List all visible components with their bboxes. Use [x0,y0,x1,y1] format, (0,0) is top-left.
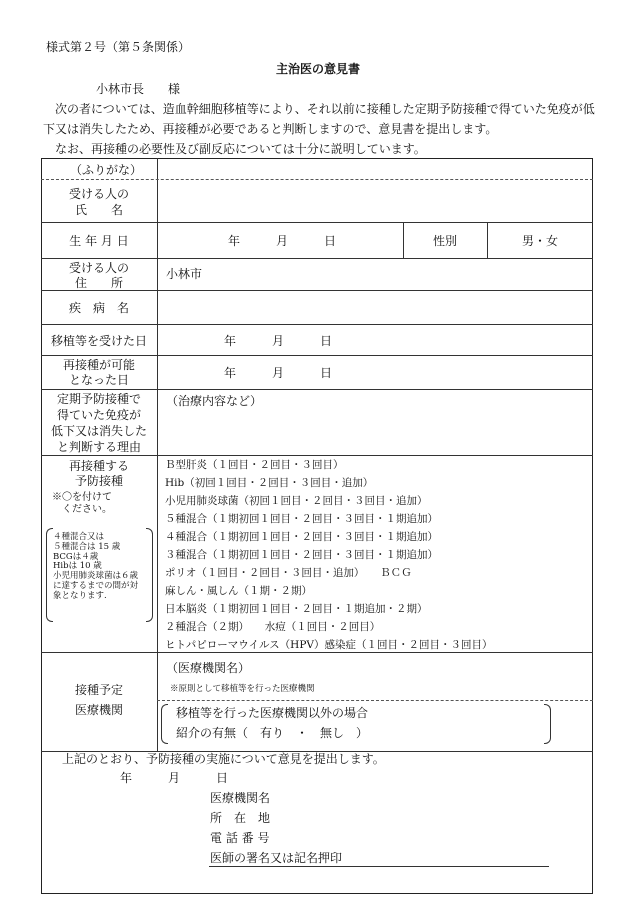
vaccine-label: 再接種する 予防接種 [68,459,129,488]
address-label: 受ける人の 住 所 [68,261,129,290]
vaccine-option[interactable]: ４種混合（１期初回１回目・２回目・３回目・１期追加） [165,531,438,543]
signature-underline [209,866,549,867]
sex-field[interactable]: 男・女 [521,234,558,248]
intro-line-1: 次の者については、造血幹細胞移植等により、それ以前に接種した定期予防接種で得ていた免疫が低 [55,102,595,116]
referral-field[interactable]: 紹介の有無（ 有り ・ 無し ） [176,726,369,740]
document-title: 主治医の意見書 [276,62,361,76]
vaccine-option[interactable]: 小児用肺炎球菌（初回１回目・２回目・３回目・追加） [165,495,428,507]
addressee: 小林市長 様 [96,82,181,96]
vaccine-option[interactable]: ポリオ（１回目・２回目・３回目・追加） ＢＣＧ [165,567,412,579]
vaccine-option[interactable]: 日本脳炎（１期初回１回目・２回目・１期追加・２期） [165,603,428,615]
left-bracket [46,528,53,622]
other-clinic-right-bracket [544,704,551,744]
other-clinic-label: 移植等を行った医療機関以外の場合 [176,706,369,720]
revax-date-label: 再接種が可能 となった日 [62,358,135,387]
sex-label: 性別 [432,234,457,248]
vaccine-option[interactable]: Ｂ型肝炎（１回目・２回目・３回目） [165,459,344,471]
doctor-signature[interactable]: 医師の署名又は記名押印 [210,851,343,865]
clinic-name-field[interactable]: （医療機関名） [166,661,251,675]
reason-label: 定期予防接種で 得ていた免疫が 低下又は消失した と判断する理由 [50,392,147,454]
clinic-label: 接種予定 医療機関 [74,683,123,717]
closing-statement: 上記のとおり、予防接種の実施について意見を提出します。 [62,752,385,766]
birth-date-field[interactable]: 年 月 日 [228,234,337,248]
revax-date-field[interactable]: 年 月 日 [224,366,333,380]
right-bracket [146,528,153,622]
vaccine-option[interactable]: ３種混合（１期初回１回目・２回目・３回目・１期追加） [165,549,438,561]
birth-label: 生 年 月 日 [69,234,129,248]
address-field[interactable]: 小林市 [166,267,203,281]
disease-label: 疾 病 名 [68,301,129,315]
vaccine-option[interactable]: ５種混合（１期初回１回目・２回目・３回目・１期追加） [165,513,438,525]
furigana-divider [41,179,593,180]
phone-sign[interactable]: 電 話 番 号 [210,831,270,845]
furigana-label: （ふりがな） [70,163,143,177]
transplant-date-field[interactable]: 年 月 日 [224,334,333,348]
intro-line-3: なお、再接種の必要性及び副反応については十分に説明しています。 [55,142,426,156]
name-field[interactable] [158,182,592,220]
reason-field[interactable]: （治療内容など） [166,394,263,408]
form-number: 様式第２号（第５条関係） [46,40,191,54]
vaccine-option[interactable]: ２種混合（２期） 水痘（１回目・２回目） [165,621,381,633]
closing-date-field[interactable]: 年 月 日 [120,771,229,785]
furigana-field[interactable] [157,162,593,178]
vaccine-option[interactable]: ヒトパピローマウイルス（HPV）感染症（１回目・２回目・３回目） [165,639,493,651]
vaccine-option[interactable]: 麻しん・風しん（１期・２期） [165,585,312,597]
disease-field[interactable] [158,292,592,322]
clinic-name-sign[interactable]: 医療機関名 [210,791,271,805]
vaccine-note: ※〇を付けて ください。 [52,492,112,515]
clinic-note: ※原則として移植等を行った医療機関 [170,684,315,694]
age-notes: ４種混合又は ５種混合は 15 歳 BCGは４歳 Hibは 10 歳 小児用肺炎球菌は６歳 に達するまでの間が対 象となります. [53,532,139,601]
vaccine-option[interactable]: Hib（初回１回目・２回目・３回目・追加） [165,477,374,489]
other-clinic-left-bracket [161,704,168,744]
clinic-address-sign[interactable]: 所 在 地 [210,811,271,825]
transplant-date-label: 移植等を受けた日 [50,334,147,348]
name-label: 受ける人の 氏 名 [68,187,129,217]
intro-line-2: 下又は消失したため、再接種が必要であると判断しますので、意見書を提出します。 [43,122,498,136]
